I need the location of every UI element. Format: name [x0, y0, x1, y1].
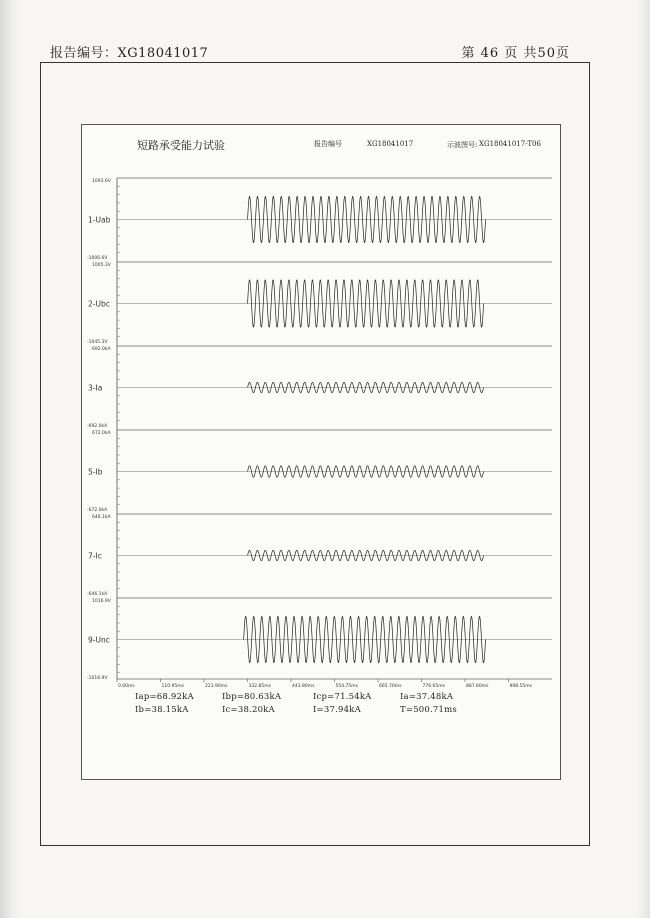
measurement-ic: Ic=38.20kA [222, 705, 275, 715]
channel-name-2: 3-Ia [88, 383, 103, 393]
measurement-t: T=500.71ms [400, 705, 457, 715]
test-report-number: XG18041017 [367, 140, 414, 148]
x-tick-label-9: 998.55ms [509, 684, 532, 689]
page-total: 50 [537, 46, 556, 61]
page-suffix: 页 [555, 46, 570, 61]
x-tick-label-4: 443.80ms [292, 684, 315, 689]
measurement-ib: Ib=38.15kA [135, 705, 189, 715]
figure-label: 示波图号: [447, 141, 478, 149]
measurement-ibp: Ibp=80.63kA [222, 692, 282, 702]
measurement-icp: Icp=71.54kA [313, 692, 372, 702]
channel-waveform-3 [248, 466, 484, 477]
measurement-ia: Ia=37.48kA [400, 692, 454, 702]
channel-top-label-0: 1093.6V [92, 179, 111, 184]
page-current: 46 [480, 46, 500, 61]
x-tick-label-5: 554.75ms [335, 684, 358, 689]
channel-waveform-1 [248, 280, 484, 327]
channel-waveform-2 [248, 382, 484, 392]
measurement-iap: Iap=68.92kA [135, 692, 194, 702]
channel-bottom-label-3: -672.0kA [87, 508, 108, 513]
x-tick-label-8: 887.60ms [466, 684, 489, 689]
channel-bottom-label-4: -646.1kA [87, 592, 108, 597]
channel-bottom-label-1: -1045.3V [87, 340, 108, 345]
x-tick-label-2: 221.90ms [205, 684, 228, 689]
page-prefix: 第 [461, 46, 476, 61]
channel-top-label-3: 672.0kA [92, 431, 111, 436]
test-report-label: 报告编号 [314, 140, 342, 148]
page-mid: 页 共 [504, 46, 538, 61]
test-title: 短路承受能力试验 [137, 139, 225, 152]
channel-top-label-5: 1016.9V [92, 599, 111, 604]
channel-name-4: 7-Ic [88, 551, 102, 561]
x-tick-label-6: 665.70ms [379, 684, 402, 689]
channel-waveform-5 [244, 616, 486, 662]
report-number-label: 报告编号： [50, 46, 118, 61]
x-tick-label-7: 776.65ms [422, 684, 445, 689]
channel-top-label-2: 692.0kA [92, 347, 111, 352]
x-tick-label-0: 0.00ms [118, 684, 135, 689]
channel-waveform-4 [248, 550, 484, 560]
figure-number: XG18041017-T06 [479, 140, 541, 148]
channel-top-label-4: 646.1kA [92, 515, 111, 520]
report-number-value: XG18041017 [117, 46, 209, 61]
channel-bottom-label-5: -1016.9V [87, 676, 108, 681]
channel-waveform-0 [248, 196, 486, 242]
channel-name-1: 2-Ubc [88, 299, 110, 309]
x-tick-label-1: 110.95ms [161, 684, 184, 689]
measurement-i: I=37.94kA [313, 705, 361, 715]
channel-name-0: 1-Uab [88, 215, 111, 225]
channel-bottom-label-2: -692.0kA [87, 424, 108, 429]
channel-name-3: 5-Ib [88, 467, 103, 477]
channel-bottom-label-0: -1006.6V [87, 256, 108, 261]
channel-name-5: 9-Unc [88, 635, 110, 645]
x-tick-label-3: 332.85ms [248, 684, 271, 689]
channel-top-label-1: 1005.3V [92, 263, 111, 268]
